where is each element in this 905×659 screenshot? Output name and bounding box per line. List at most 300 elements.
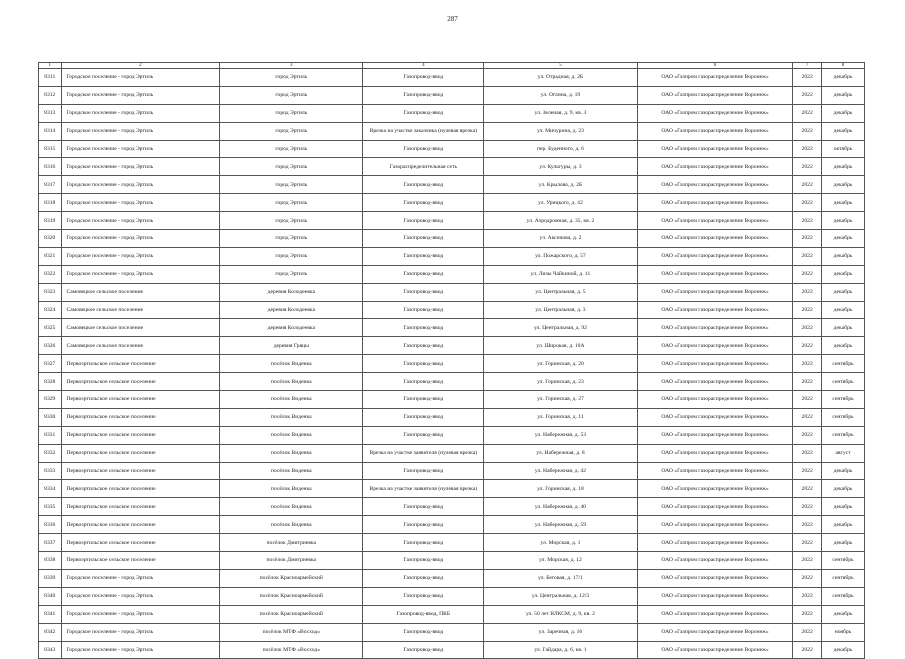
month-cell: декабрь [821, 69, 864, 87]
locality-cell: посёлок Дмитриевка [220, 534, 363, 552]
organization-cell: ОАО «Газпром газораспределение Воронеж» [637, 247, 793, 265]
row-number: 8318 [39, 194, 62, 212]
row-number: 8327 [39, 355, 62, 373]
table-row [39, 391, 865, 409]
settlement-cell: Самовецкое сельское поселение [61, 319, 220, 337]
year-cell: 2022 [793, 212, 822, 230]
row-number: 8333 [39, 462, 62, 480]
object-type-cell: Газопровод-ввод [363, 69, 484, 87]
settlement-cell: Городское поселение - город Эртиль [61, 122, 220, 140]
month-cell: декабрь [821, 480, 864, 498]
month-cell: декабрь [821, 104, 864, 122]
year-cell: 2022 [793, 641, 822, 659]
organization-cell: ОАО «Газпром газораспределение Воронеж» [637, 498, 793, 516]
address-cell: ул. Набережная, д. 53 [484, 426, 638, 444]
organization-cell: ОАО «Газпром газораспределение Воронеж» [637, 516, 793, 534]
row-number: 8340 [39, 587, 62, 605]
organization-cell: ОАО «Газпром газораспределение Воронеж» [637, 230, 793, 248]
month-cell: декабрь [821, 462, 864, 480]
year-cell: 2022 [793, 444, 822, 462]
table-row [39, 641, 865, 659]
table-row [39, 516, 865, 534]
settlement-cell: Первоэртильское сельское поселение [61, 534, 220, 552]
locality-cell: город Эртиль [220, 212, 363, 230]
object-type-cell: Газопровод-ввод [363, 587, 484, 605]
locality-cell: посёлок Виденка [220, 355, 363, 373]
month-cell: декабрь [821, 194, 864, 212]
row-number: 8322 [39, 265, 62, 283]
object-type-cell: Газопровод-ввод [363, 534, 484, 552]
organization-cell: ОАО «Газпром газораспределение Воронеж» [637, 552, 793, 570]
year-cell: 2022 [793, 569, 822, 587]
object-type-cell: Газопровод-ввод [363, 623, 484, 641]
object-type-cell: Газопровод-ввод [363, 265, 484, 283]
year-cell: 2022 [793, 391, 822, 409]
year-cell: 2022 [793, 373, 822, 391]
organization-cell: ОАО «Газпром газораспределение Воронеж» [637, 158, 793, 176]
settlement-cell: Первоэртильское сельское поселение [61, 552, 220, 570]
organization-cell: ОАО «Газпром газораспределение Воронеж» [637, 641, 793, 659]
year-cell: 2022 [793, 552, 822, 570]
organization-cell: ОАО «Газпром газораспределение Воронеж» [637, 122, 793, 140]
address-cell: пер. Буденного, д. 6 [484, 140, 638, 158]
locality-cell: посёлок Виденка [220, 391, 363, 409]
settlement-cell: Самовецкое сельское поселение [61, 337, 220, 355]
table-row [39, 158, 865, 176]
locality-cell: город Эртиль [220, 176, 363, 194]
locality-cell: посёлок Виденка [220, 516, 363, 534]
organization-cell: ОАО «Газпром газораспределение Воронеж» [637, 426, 793, 444]
settlement-cell: Городское поселение - город Эртиль [61, 69, 220, 87]
settlement-cell: Городское поселение - город Эртиль [61, 605, 220, 623]
address-cell: ул. Заречная, д. 16 [484, 623, 638, 641]
settlement-cell: Городское поселение - город Эртиль [61, 158, 220, 176]
table-row [39, 355, 865, 373]
settlement-cell: Городское поселение - город Эртиль [61, 641, 220, 659]
table-row [39, 122, 865, 140]
row-number: 8312 [39, 86, 62, 104]
organization-cell: ОАО «Газпром газораспределение Воронеж» [637, 355, 793, 373]
year-cell: 2022 [793, 480, 822, 498]
organization-cell: ОАО «Газпром газораспределение Воронеж» [637, 534, 793, 552]
month-cell: декабрь [821, 86, 864, 104]
address-cell: ул. Набережная, д. 8 [484, 444, 638, 462]
address-cell: ул. Мичурина, д. 23 [484, 122, 638, 140]
table-row [39, 498, 865, 516]
address-cell: ул. Горинская, д. 23 [484, 373, 638, 391]
object-type-cell: Газопровод-ввод [363, 247, 484, 265]
settlement-cell: Первоэртильское сельское поселение [61, 462, 220, 480]
settlement-cell: Первоэртильское сельское поселение [61, 516, 220, 534]
row-number: 8315 [39, 140, 62, 158]
address-cell: ул. Горинская, д. 11 [484, 408, 638, 426]
settlement-cell: Городское поселение - город Эртиль [61, 104, 220, 122]
row-number: 8323 [39, 283, 62, 301]
gas-objects-table [38, 62, 865, 659]
object-type-cell: Газопровод-ввод [363, 337, 484, 355]
year-cell: 2022 [793, 301, 822, 319]
locality-cell: деревня Колодеевка [220, 283, 363, 301]
year-cell: 2022 [793, 176, 822, 194]
row-number: 8321 [39, 247, 62, 265]
year-cell: 2022 [793, 462, 822, 480]
year-cell: 2022 [793, 587, 822, 605]
locality-cell: посёлок Виденка [220, 480, 363, 498]
row-number: 8311 [39, 69, 62, 87]
locality-cell: деревня Колодеевка [220, 319, 363, 337]
address-cell: ул. Оглина, д. 19 [484, 86, 638, 104]
row-number: 8341 [39, 605, 62, 623]
organization-cell: ОАО «Газпром газораспределение Воронеж» [637, 104, 793, 122]
settlement-cell: Первоэртильское сельское поселение [61, 426, 220, 444]
month-cell: декабрь [821, 122, 864, 140]
year-cell: 2022 [793, 86, 822, 104]
month-cell: декабрь [821, 158, 864, 176]
organization-cell: ОАО «Газпром газораспределение Воронеж» [637, 86, 793, 104]
locality-cell: посёлок Красноармейский [220, 569, 363, 587]
address-cell: ул. Отрадная, д. 2Б [484, 69, 638, 87]
organization-cell: ОАО «Газпром газораспределение Воронеж» [637, 337, 793, 355]
address-cell: ул. 50 лет ВЛКСМ, д. 9, кв. 2 [484, 605, 638, 623]
locality-cell: посёлок МТФ «Восход» [220, 641, 363, 659]
month-cell: август [821, 444, 864, 462]
month-cell: октябрь [821, 140, 864, 158]
object-type-cell: Врезка на участке заявителя (нулевая врезка) [363, 480, 484, 498]
locality-cell: город Эртиль [220, 194, 363, 212]
row-number: 8339 [39, 569, 62, 587]
table-row [39, 301, 865, 319]
table-row [39, 462, 865, 480]
column-header: 8 [821, 63, 864, 69]
month-cell: декабрь [821, 498, 864, 516]
month-cell: декабрь [821, 516, 864, 534]
organization-cell: ОАО «Газпром газораспределение Воронеж» [637, 194, 793, 212]
object-type-cell: Газопровод-ввод [363, 641, 484, 659]
settlement-cell: Городское поселение - город Эртиль [61, 569, 220, 587]
object-type-cell: Газопровод-ввод [363, 516, 484, 534]
locality-cell: посёлок Красноармейский [220, 605, 363, 623]
organization-cell: ОАО «Газпром газораспределение Воронеж» [637, 587, 793, 605]
year-cell: 2022 [793, 247, 822, 265]
address-cell: ул. Центральная, д. 92 [484, 319, 638, 337]
year-cell: 2022 [793, 623, 822, 641]
organization-cell: ОАО «Газпром газораспределение Воронеж» [637, 569, 793, 587]
address-cell: ул. Беговая, д. 17/1 [484, 569, 638, 587]
object-type-cell: Врезка на участке заявителя (нулевая врезка) [363, 444, 484, 462]
settlement-cell: Первоэртильское сельское поселение [61, 391, 220, 409]
table-row [39, 552, 865, 570]
object-type-cell: Врезка на участке заказчика (нулевая врезка) [363, 122, 484, 140]
page-number: 287 [447, 15, 458, 23]
row-number: 8331 [39, 426, 62, 444]
year-cell: 2022 [793, 104, 822, 122]
address-cell: ул. Аэродромная, д. 35, кв. 2 [484, 212, 638, 230]
object-type-cell: Газопровод-ввод [363, 212, 484, 230]
organization-cell: ОАО «Газпром газораспределение Воронеж» [637, 301, 793, 319]
organization-cell: ОАО «Газпром газораспределение Воронеж» [637, 462, 793, 480]
row-number: 8338 [39, 552, 62, 570]
year-cell: 2022 [793, 265, 822, 283]
column-header: 6 [637, 63, 793, 69]
object-type-cell: Газопровод-ввод [363, 355, 484, 373]
locality-cell: город Эртиль [220, 247, 363, 265]
object-type-cell: Газопровод-ввод [363, 569, 484, 587]
organization-cell: ОАО «Газпром газораспределение Воронеж» [637, 212, 793, 230]
object-type-cell: Газопровод-ввод [363, 104, 484, 122]
table-row [39, 319, 865, 337]
row-number: 8329 [39, 391, 62, 409]
object-type-cell: Газопровод-ввод [363, 86, 484, 104]
settlement-cell: Городское поселение - город Эртиль [61, 176, 220, 194]
locality-cell: город Эртиль [220, 140, 363, 158]
month-cell: декабрь [821, 319, 864, 337]
year-cell: 2022 [793, 283, 822, 301]
address-cell: ул. Широкая, д. 10А [484, 337, 638, 355]
table-row [39, 247, 865, 265]
row-number: 8325 [39, 319, 62, 337]
year-cell: 2022 [793, 605, 822, 623]
table-row [39, 337, 865, 355]
organization-cell: ОАО «Газпром газораспределение Воронеж» [637, 69, 793, 87]
object-type-cell: Газораспределительная сеть [363, 158, 484, 176]
table-row [39, 69, 865, 87]
settlement-cell: Самовецкое сельское поселение [61, 301, 220, 319]
settlement-cell: Первоэртильское сельское поселение [61, 408, 220, 426]
settlement-cell: Первоэртильское сельское поселение [61, 498, 220, 516]
table-row [39, 569, 865, 587]
settlement-cell: Городское поселение - город Эртиль [61, 86, 220, 104]
organization-cell: ОАО «Газпром газораспределение Воронеж» [637, 176, 793, 194]
address-cell: ул. Морская, д. 12 [484, 552, 638, 570]
locality-cell: город Эртиль [220, 265, 363, 283]
object-type-cell: Газопровод-ввод [363, 552, 484, 570]
row-number: 8324 [39, 301, 62, 319]
column-header: 1 [39, 63, 62, 69]
locality-cell: посёлок Виденка [220, 462, 363, 480]
row-number: 8320 [39, 230, 62, 248]
organization-cell: ОАО «Газпром газораспределение Воронеж» [637, 283, 793, 301]
row-number: 8336 [39, 516, 62, 534]
year-cell: 2022 [793, 319, 822, 337]
row-number: 8326 [39, 337, 62, 355]
object-type-cell: Газопровод-ввод [363, 498, 484, 516]
object-type-cell: Газопровод-ввод [363, 140, 484, 158]
table-row [39, 587, 865, 605]
address-cell: ул. Зеленая, д. 9, кв. 3 [484, 104, 638, 122]
settlement-cell: Городское поселение - город Эртиль [61, 212, 220, 230]
locality-cell: город Эртиль [220, 230, 363, 248]
settlement-cell: Городское поселение - город Эртиль [61, 247, 220, 265]
year-cell: 2022 [793, 498, 822, 516]
table-row [39, 408, 865, 426]
year-cell: 2022 [793, 426, 822, 444]
address-cell: ул. Морская, д. 1 [484, 534, 638, 552]
address-cell: ул. Аксенова, д. 2 [484, 230, 638, 248]
year-cell: 2022 [793, 337, 822, 355]
organization-cell: ОАО «Газпром газораспределение Воронеж» [637, 623, 793, 641]
table-row [39, 480, 865, 498]
table-row [39, 194, 865, 212]
year-cell: 2022 [793, 194, 822, 212]
locality-cell: посёлок Виденка [220, 408, 363, 426]
locality-cell: посёлок Красноармейский [220, 587, 363, 605]
organization-cell: ОАО «Газпром газораспределение Воронеж» [637, 391, 793, 409]
month-cell: сентябрь [821, 426, 864, 444]
row-number: 8314 [39, 122, 62, 140]
year-cell: 2022 [793, 408, 822, 426]
organization-cell: ОАО «Газпром газораспределение Воронеж» [637, 319, 793, 337]
object-type-cell: Газопровод-ввод [363, 462, 484, 480]
locality-cell: деревня Колодеевка [220, 301, 363, 319]
address-cell: ул. Лизы Чайкиной, д. 11 [484, 265, 638, 283]
table-row [39, 444, 865, 462]
month-cell: декабрь [821, 212, 864, 230]
month-cell: сентябрь [821, 373, 864, 391]
organization-cell: ОАО «Газпром газораспределение Воронеж» [637, 408, 793, 426]
settlement-cell: Городское поселение - город Эртиль [61, 194, 220, 212]
address-cell: ул. Гайдара, д. 6, кв. 1 [484, 641, 638, 659]
table-row [39, 86, 865, 104]
row-number: 8335 [39, 498, 62, 516]
object-type-cell: Газопровод-ввод [363, 230, 484, 248]
row-number: 8317 [39, 176, 62, 194]
object-type-cell: Газопровод-ввод [363, 319, 484, 337]
locality-cell: посёлок Виденка [220, 498, 363, 516]
row-number: 8319 [39, 212, 62, 230]
month-cell: сентябрь [821, 355, 864, 373]
object-type-cell: Газопровод-ввод [363, 426, 484, 444]
table-row [39, 623, 865, 641]
row-number: 8342 [39, 623, 62, 641]
table-row [39, 534, 865, 552]
address-cell: ул. Набережная, д. 40 [484, 498, 638, 516]
month-cell: декабрь [821, 230, 864, 248]
month-cell: декабрь [821, 641, 864, 659]
object-type-cell: Газопровод-ввод [363, 301, 484, 319]
column-header: 3 [220, 63, 363, 69]
table-row [39, 140, 865, 158]
month-cell: сентябрь [821, 552, 864, 570]
locality-cell: город Эртиль [220, 158, 363, 176]
table-row [39, 104, 865, 122]
address-cell: ул. Урицкого, д. 42 [484, 194, 638, 212]
address-cell: ул. Крылова, д. 2Б [484, 176, 638, 194]
month-cell: сентябрь [821, 587, 864, 605]
organization-cell: ОАО «Газпром газораспределение Воронеж» [637, 140, 793, 158]
object-type-cell: Газопровод-ввод [363, 391, 484, 409]
address-cell: ул. Центральная, д. 5 [484, 283, 638, 301]
locality-cell: посёлок МТФ «Восход» [220, 623, 363, 641]
month-cell: декабрь [821, 605, 864, 623]
row-number: 8343 [39, 641, 62, 659]
address-cell: ул. Набережная, д. 42 [484, 462, 638, 480]
locality-cell: город Эртиль [220, 86, 363, 104]
settlement-cell: Первоэртильское сельское поселение [61, 444, 220, 462]
row-number: 8328 [39, 373, 62, 391]
object-type-cell: Газопровод-ввод [363, 176, 484, 194]
address-cell: ул. Культуры, д. 3 [484, 158, 638, 176]
column-header: 7 [793, 63, 822, 69]
settlement-cell: Самовецкое сельское поселение [61, 283, 220, 301]
address-cell: ул. Горинская, д. 20 [484, 355, 638, 373]
organization-cell: ОАО «Газпром газораспределение Воронеж» [637, 373, 793, 391]
column-header: 2 [61, 63, 220, 69]
month-cell: декабрь [821, 247, 864, 265]
locality-cell: деревня Гряцы [220, 337, 363, 355]
locality-cell: посёлок Виденка [220, 444, 363, 462]
row-number: 8334 [39, 480, 62, 498]
address-cell: ул. Центральная, д. 12/3 [484, 587, 638, 605]
table-row [39, 283, 865, 301]
organization-cell: ОАО «Газпром газораспределение Воронеж» [637, 265, 793, 283]
month-cell: декабрь [821, 265, 864, 283]
object-type-cell: Газопровод-ввод [363, 194, 484, 212]
column-header: 4 [363, 63, 484, 69]
object-type-cell: Газопровод-ввод [363, 283, 484, 301]
month-cell: сентябрь [821, 569, 864, 587]
address-cell: ул. Горинская, д. 18 [484, 480, 638, 498]
month-cell: декабрь [821, 176, 864, 194]
year-cell: 2022 [793, 158, 822, 176]
year-cell: 2022 [793, 69, 822, 87]
settlement-cell: Городское поселение - город Эртиль [61, 587, 220, 605]
settlement-cell: Первоэртильское сельское поселение [61, 480, 220, 498]
settlement-cell: Городское поселение - город Эртиль [61, 265, 220, 283]
row-number: 8332 [39, 444, 62, 462]
row-number: 8337 [39, 534, 62, 552]
locality-cell: город Эртиль [220, 69, 363, 87]
object-type-cell: Газопровод-ввод [363, 408, 484, 426]
month-cell: декабрь [821, 534, 864, 552]
address-cell: ул. Пожарского, д. 57 [484, 247, 638, 265]
organization-cell: ОАО «Газпром газораспределение Воронеж» [637, 605, 793, 623]
address-cell: ул. Набережная, д. 59 [484, 516, 638, 534]
object-type-cell: Газопровод-ввод [363, 373, 484, 391]
locality-cell: посёлок Дмитриевка [220, 552, 363, 570]
table-row [39, 230, 865, 248]
table-row [39, 176, 865, 194]
organization-cell: ОАО «Газпром газораспределение Воронеж» [637, 444, 793, 462]
year-cell: 2022 [793, 140, 822, 158]
table-row [39, 373, 865, 391]
settlement-cell: Первоэртильское сельское поселение [61, 373, 220, 391]
month-cell: сентябрь [821, 408, 864, 426]
locality-cell: посёлок Виденка [220, 426, 363, 444]
table-row [39, 212, 865, 230]
settlement-cell: Первоэртильское сельское поселение [61, 355, 220, 373]
table-row [39, 426, 865, 444]
year-cell: 2022 [793, 122, 822, 140]
table-row [39, 265, 865, 283]
row-number: 8330 [39, 408, 62, 426]
month-cell: декабрь [821, 301, 864, 319]
settlement-cell: Городское поселение - город Эртиль [61, 230, 220, 248]
month-cell: декабрь [821, 283, 864, 301]
object-type-cell: Газопровод-ввод, ПКБ [363, 605, 484, 623]
address-cell: ул. Центральная, д. 3 [484, 301, 638, 319]
column-header: 5 [484, 63, 638, 69]
row-number: 8316 [39, 158, 62, 176]
settlement-cell: Городское поселение - город Эртиль [61, 623, 220, 641]
month-cell: ноябрь [821, 623, 864, 641]
settlement-cell: Городское поселение - город Эртиль [61, 140, 220, 158]
locality-cell: город Эртиль [220, 122, 363, 140]
year-cell: 2022 [793, 516, 822, 534]
month-cell: декабрь [821, 337, 864, 355]
table-row [39, 605, 865, 623]
year-cell: 2022 [793, 230, 822, 248]
row-number: 8313 [39, 104, 62, 122]
